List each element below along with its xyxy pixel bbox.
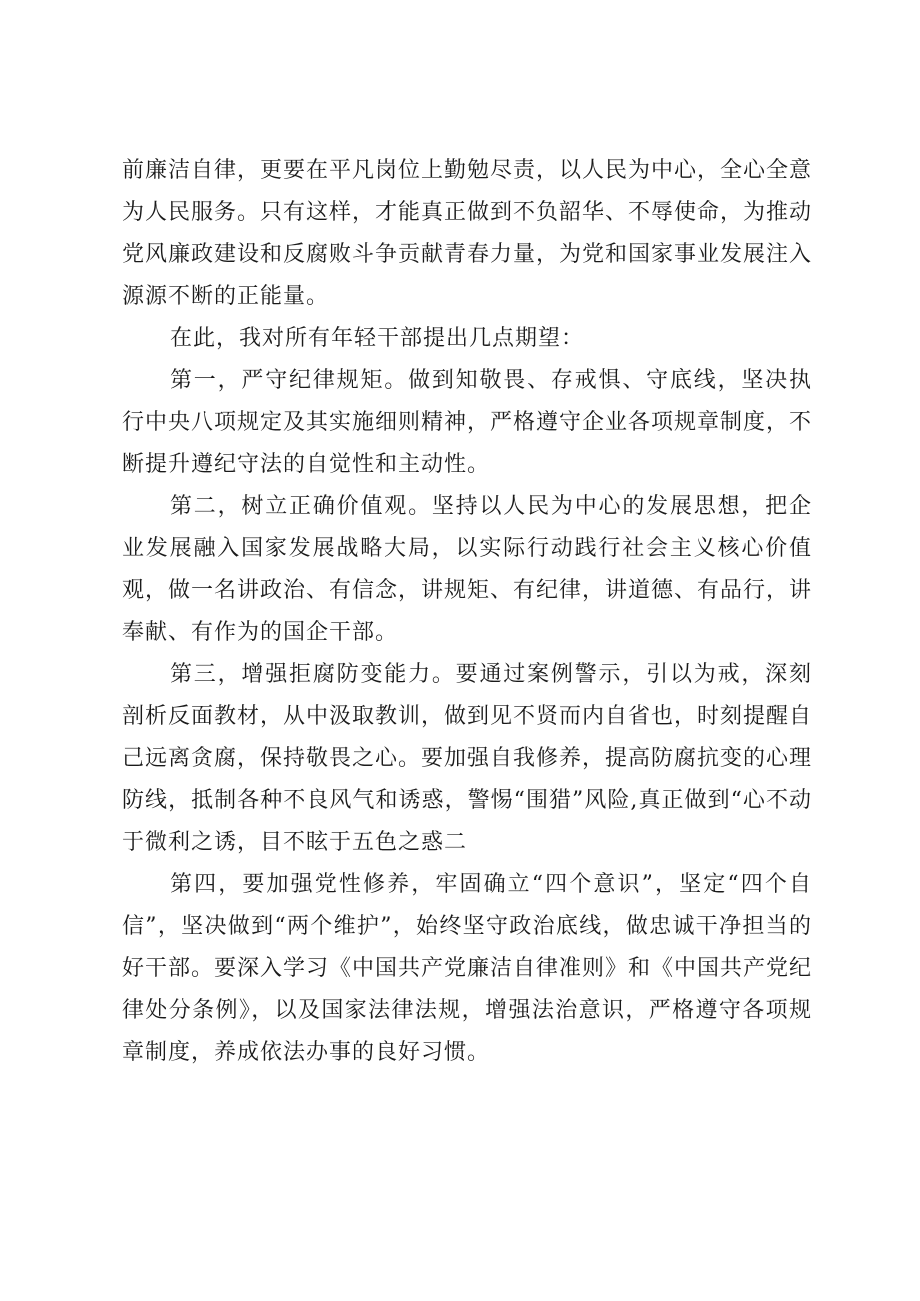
paragraph-fourth-point: 第四，要加强党性修养，牢固确立“四个意识”，坚定“四个自信”，坚决做到“两个维护”，始终坚守政治底线，做忠诚干净担当的好干部。要深入学习《中国共产党廉洁自律准则》和《中国共产党纪律处分条例》，以及国家法律法规，增强法治意识，严格遵守各项规章制度，养成依法办事的良好习惯。: [122, 872, 813, 1065]
paragraph-continuation: 前廉洁自律，更要在平凡岗位上勤勉尽责，以人民为中心，全心全意为人民服务。只有这样，才能真正做到不负韶华、不辱使命，为推动党风廉政建设和反腐败斗争贡献青春力量，为党和国家事业发展注入源源不断的正能量。: [122, 158, 813, 309]
paragraph-third-point: 第三，增强拒腐防变能力。要通过案例警示，引以为戒，深刻剖析反面教材，从中汲取教训，做到见不贤而内自省也，时刻提醒自己远离贪腐，保持敬畏之心。要加强自我修养，提高防腐抗变的心理防线，抵制各种不良风气和诱惑，警惕“围猎”风险,真正做到“心不动于微利之诱，目不眩于五色之惑二: [122, 662, 813, 855]
document-body: [122, 150, 812, 1074]
paragraph-first-point: 第一，严守纪律规矩。做到知敬畏、存戒惧、守底线，坚决执行中央八项规定及其实施细则精神，严格遵守企业各项规章制度，不断提升遵纪守法的自觉性和主动性。: [122, 368, 813, 477]
paragraph-intro-expectations: 在此，我对所有年轻干部提出几点期望：: [170, 326, 585, 351]
paragraph-second-point: 第二，树立正确价值观。坚持以人民为中心的发展思想，把企业发展融入国家发展战略大局，以实际行动践行社会主义核心价值观，做一名讲政治、有信念，讲规矩、有纪律，讲道德、有品行，讲奉献、有作为的国企干部。: [122, 494, 813, 645]
